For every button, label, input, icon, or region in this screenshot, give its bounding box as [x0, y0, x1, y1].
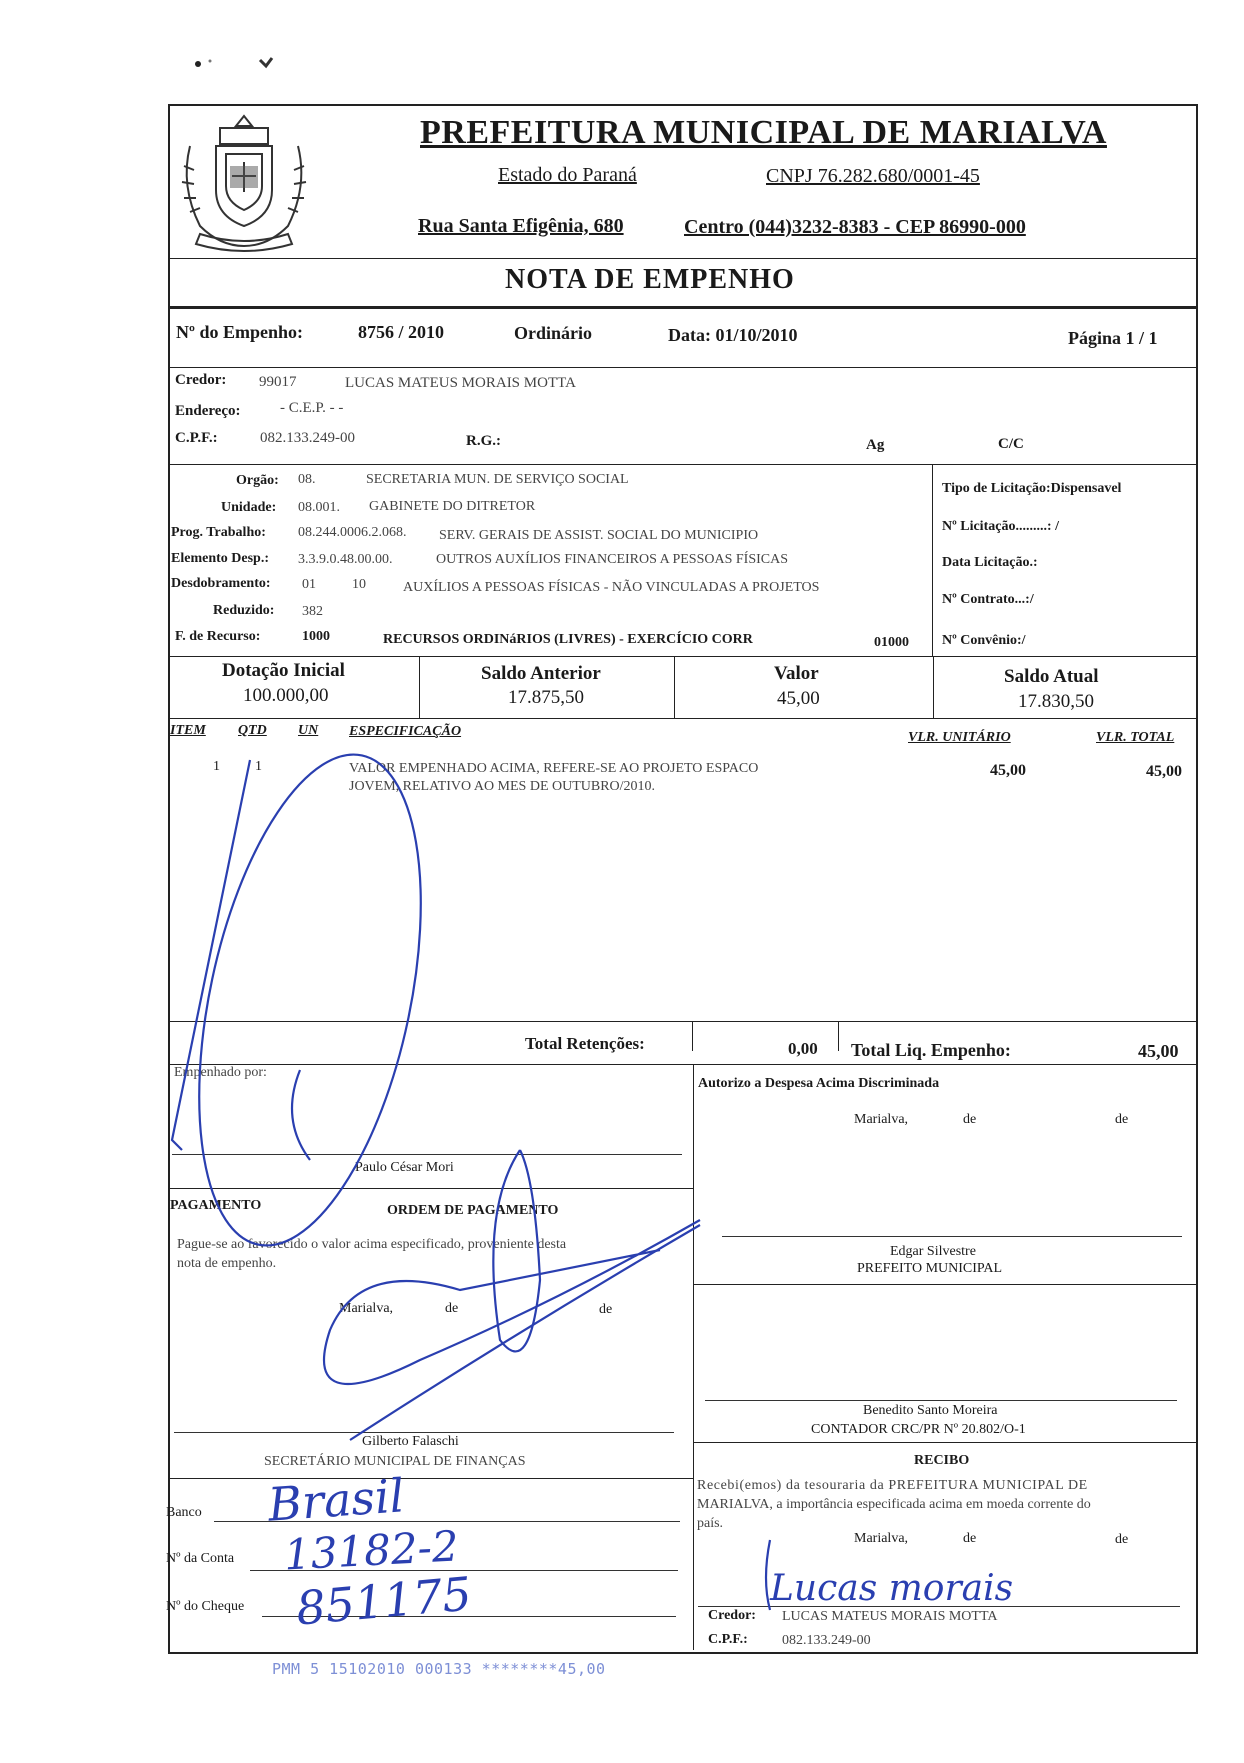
reduzido-value: 382 — [302, 604, 323, 619]
cheque-label: Nº do Cheque — [166, 1599, 245, 1614]
col-un: UN — [298, 723, 319, 738]
item-qty: 1 — [255, 759, 262, 774]
payment-de2: de — [599, 1302, 613, 1317]
recurso-code: 1000 — [302, 629, 330, 644]
empenhado-por-name: Paulo César Mori — [355, 1160, 454, 1175]
prefeito-title: PREFEITO MUNICIPAL — [857, 1261, 1003, 1276]
recibo-de2: de — [1115, 1532, 1129, 1547]
credor-label: Credor: — [175, 372, 227, 388]
item-number: 1 — [213, 759, 220, 774]
recibo-text-line3: país. — [697, 1516, 724, 1531]
elemento-code: 3.3.9.0.48.00.00. — [298, 552, 393, 567]
recurso-code2: 01000 — [874, 635, 909, 650]
cancel-stroke-1 — [172, 760, 250, 1150]
autorizo-de2: de — [1115, 1112, 1129, 1127]
address-district-phone-cep: Centro (044)3232-8383 - CEP 86990-000 — [684, 216, 1026, 238]
recibo-title: RECIBO — [914, 1453, 970, 1468]
signature-slash — [324, 1220, 700, 1384]
reduzido-label: Reduzido: — [213, 603, 275, 618]
secretario-name: Gilberto Falaschi — [362, 1434, 459, 1449]
unidade-label: Unidade: — [221, 500, 277, 515]
recibo-signature-stroke — [766, 1540, 770, 1610]
saldo-atual-value: 17.830,50 — [1018, 691, 1094, 712]
page-number: Página 1 / 1 — [1068, 328, 1158, 348]
payment-de1: de — [445, 1301, 459, 1316]
recurso-label: F. de Recurso: — [175, 629, 261, 644]
payment-city: Marialva, — [339, 1301, 394, 1316]
item-description-line2: JOVEM, RELATIVO AO MES DE OUTUBRO/2010. — [349, 779, 656, 794]
col-especificacao: ESPECIFICAÇÃO — [349, 724, 462, 739]
account-label: C/C — [998, 436, 1024, 452]
desdobramento-code2: 10 — [352, 577, 366, 592]
dotacao-label: Dotação Inicial — [222, 660, 345, 681]
contador-title: CONTADOR CRC/PR Nº 20.802/O-1 — [811, 1422, 1026, 1437]
recibo-credor-name: LUCAS MATEUS MORAIS MOTTA — [782, 1609, 998, 1624]
recibo-cpf-value: 082.133.249-00 — [782, 1633, 871, 1648]
contador-name: Benedito Santo Moreira — [863, 1403, 998, 1418]
empenho-date: Data: 01/10/2010 — [668, 325, 798, 345]
orgao-name: SECRETARIA MUN. DE SERVIÇO SOCIAL — [366, 472, 629, 487]
contrato-number: Nº Contrato...:/ — [942, 592, 1034, 607]
elemento-label: Elemento Desp.: — [171, 551, 269, 566]
handwritten-conta: 13182-2 — [282, 1521, 460, 1580]
prefeito-name: Edgar Silvestre — [890, 1244, 976, 1259]
recibo-text-line1: Recebi(emos) da tesouraria da PREFEITURA MUNICIPAL DE — [697, 1478, 1088, 1493]
conta-label: Nº da Conta — [166, 1551, 235, 1566]
city-hall-title: PREFEITURA MUNICIPAL DE MARIALVA — [420, 114, 1107, 151]
saldo-atual-label: Saldo Atual — [1004, 666, 1099, 687]
autorizo-label: Autorizo a Despesa Acima Discriminada — [698, 1076, 940, 1091]
col-item: ITEM — [170, 723, 206, 738]
recibo-text-line2: MARIALVA, a importância especificada acima em moeda corrente do — [697, 1497, 1091, 1512]
empenhado-por-label: Empenhado por: — [174, 1065, 267, 1080]
address-street: Rua Santa Efigênia, 680 — [418, 215, 624, 237]
autorizo-city: Marialva, — [854, 1112, 909, 1127]
unidade-code: 08.001. — [298, 500, 340, 515]
cancel-stroke-2 — [292, 1070, 310, 1160]
machine-stamp: PMM 5 15102010 000133 ********45,00 — [272, 1660, 606, 1678]
dotacao-value: 100.000,00 — [243, 685, 329, 706]
cancel-loop-1 — [160, 735, 460, 1266]
elemento-name: OUTROS AUXÍLIOS FINANCEIROS A PESSOAS FÍSICAS — [436, 552, 789, 567]
recibo-de1: de — [963, 1531, 977, 1546]
desdobramento-label: Desdobramento: — [171, 576, 271, 591]
cancel-loop-2 — [493, 1150, 540, 1351]
cpf-label: C.P.F.: — [175, 430, 218, 446]
payment-text-line1: Pague-se ao favorecido o valor acima especificado, proveniente desta — [177, 1237, 567, 1252]
autorizo-de1: de — [963, 1112, 977, 1127]
signature-slash-2 — [350, 1225, 700, 1440]
total-liquido-label: Total Liq. Empenho: — [851, 1040, 1011, 1060]
col-vlr-total: VLR. TOTAL — [1096, 730, 1175, 745]
prog-code: 08.244.0006.2.068. — [298, 525, 407, 540]
total-retencoes-value: 0,00 — [788, 1039, 818, 1058]
empenho-type: Ordinário — [514, 323, 593, 343]
payment-text-line2: nota de empenho. — [177, 1256, 277, 1271]
handwritten-banco: Brasil — [266, 1468, 406, 1532]
handwritten-recibo-signature: Lucas morais — [770, 1568, 1014, 1609]
desdobramento-code1: 01 — [302, 577, 316, 592]
state-name: Estado do Paraná — [498, 164, 637, 186]
saldo-anterior-value: 17.875,50 — [508, 687, 584, 708]
item-unit-value: 45,00 — [990, 762, 1026, 779]
convenio-number: Nº Convênio:/ — [942, 633, 1026, 648]
document-title: NOTA DE EMPENHO — [505, 264, 795, 295]
desdobramento-name: AUXÍLIOS A PESSOAS FÍSICAS - NÃO VINCULADAS A PROJETOS — [403, 580, 820, 595]
rg-label: R.G.: — [466, 433, 501, 449]
secretario-title: SECRETÁRIO MUNICIPAL DE FINANÇAS — [264, 1454, 526, 1469]
handwritten-cheque: 851175 — [293, 1566, 474, 1636]
licitacao-numero: Nº Licitação.........: / — [942, 519, 1059, 534]
total-retencoes-label: Total Retenções: — [525, 1034, 645, 1053]
item-total-value: 45,00 — [1146, 763, 1182, 780]
ordem-pagamento-title: ORDEM DE PAGAMENTO — [387, 1203, 559, 1218]
empenho-number: 8756 / 2010 — [358, 322, 445, 342]
col-qtd: QTD — [238, 723, 267, 738]
recibo-credor-label: Credor: — [708, 1608, 756, 1623]
licitacao-data: Data Licitação.: — [942, 555, 1038, 570]
recurso-name: RECURSOS ORDINáRIOS (LIVRES) - EXERCÍCIO CORR — [383, 632, 753, 647]
credor-name: LUCAS MATEUS MORAIS MOTTA — [345, 375, 576, 391]
valor-label: Valor — [774, 663, 819, 684]
orgao-label: Orgão: — [236, 473, 279, 488]
valor-value: 45,00 — [777, 688, 820, 709]
cnpj: CNPJ 76.282.680/0001-45 — [766, 165, 980, 187]
agency-label: Ag — [866, 437, 885, 453]
item-description-line1: VALOR EMPENHADO ACIMA, REFERE-SE AO PROJETO ESPACO — [349, 761, 759, 776]
saldo-anterior-label: Saldo Anterior — [481, 663, 601, 684]
cpf-value: 082.133.249-00 — [260, 430, 355, 446]
empenho-label: Nº do Empenho: — [176, 322, 303, 342]
orgao-code: 08. — [298, 472, 316, 487]
total-liquido-value: 45,00 — [1138, 1041, 1179, 1061]
endereco-label: Endereço: — [175, 403, 241, 419]
col-vlr-unitario: VLR. UNITÁRIO — [908, 730, 1011, 745]
endereco-value: - C.E.P. - - — [280, 400, 344, 416]
licitacao-tipo: Tipo de Licitação:Dispensavel — [942, 481, 1122, 496]
pagamento-title: PAGAMENTO — [170, 1198, 262, 1213]
prog-name: SERV. GERAIS DE ASSIST. SOCIAL DO MUNICIPIO — [439, 528, 759, 543]
credor-code: 99017 — [259, 374, 297, 390]
recibo-cpf-label: C.P.F.: — [708, 1632, 748, 1647]
unidade-name: GABINETE DO DITRETOR — [369, 499, 536, 514]
prog-label: Prog. Trabalho: — [171, 525, 266, 540]
recibo-city: Marialva, — [854, 1531, 909, 1546]
banco-label: Banco — [166, 1505, 202, 1520]
